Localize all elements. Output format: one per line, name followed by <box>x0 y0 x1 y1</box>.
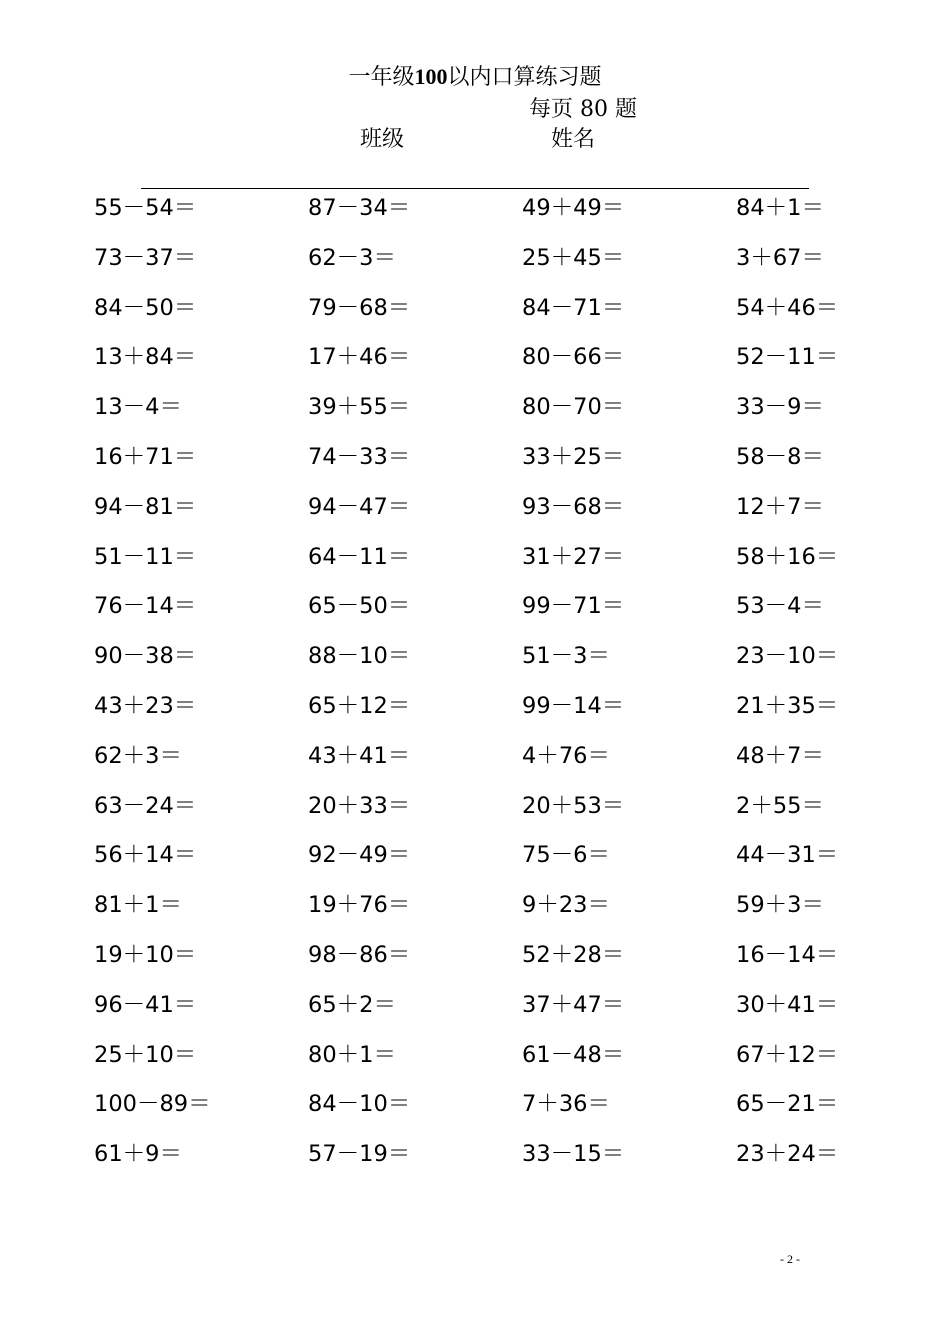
problem-item: 43＋23＝ <box>94 692 197 719</box>
problem-item: 4＋76＝ <box>522 742 610 769</box>
problem-item: 19＋10＝ <box>94 941 197 968</box>
problem-item: 80－66＝ <box>522 344 625 371</box>
problem-item: 64－11＝ <box>308 543 411 570</box>
problem-item: 33＋25＝ <box>522 443 625 470</box>
problem-item: 13－4＝ <box>94 394 182 421</box>
problem-item: 33－9＝ <box>736 394 824 421</box>
problem-item: 3＋67＝ <box>736 244 824 271</box>
page-number: - 2 - <box>780 1252 800 1266</box>
title-topic: 以内口算练习题 <box>447 65 602 90</box>
problem-item: 84－71＝ <box>522 294 625 321</box>
problem-item: 61－48＝ <box>522 1041 625 1068</box>
problem-item: 23＋24＝ <box>736 1141 839 1168</box>
problem-item: 16＋71＝ <box>94 443 197 470</box>
problem-item: 73－37＝ <box>94 244 197 271</box>
problem-item: 33－15＝ <box>522 1141 625 1168</box>
problem-item: 51－11＝ <box>94 543 197 570</box>
name-label: 姓名 <box>551 127 596 152</box>
problem-item: 21＋35＝ <box>736 692 839 719</box>
problem-item: 55－54＝ <box>94 195 197 221</box>
problem-item: 93－68＝ <box>522 493 625 520</box>
problem-item: 39＋55＝ <box>308 394 411 421</box>
problem-item: 20＋33＝ <box>308 792 411 819</box>
problem-item: 20＋53＝ <box>522 792 625 819</box>
problem-item: 84－50＝ <box>94 294 197 321</box>
problem-item: 63－24＝ <box>94 792 197 819</box>
problem-item: 87－34＝ <box>308 195 411 221</box>
problem-item: 56＋14＝ <box>94 842 197 869</box>
problem-item: 17＋46＝ <box>308 344 411 371</box>
problem-item: 84－10＝ <box>308 1091 411 1118</box>
problem-item: 51－3＝ <box>522 643 610 670</box>
problem-item: 44－31＝ <box>736 842 839 869</box>
problem-item: 92－49＝ <box>308 842 411 869</box>
problem-item: 19＋76＝ <box>308 892 411 919</box>
problem-item: 75－6＝ <box>522 842 610 869</box>
problem-item: 98－86＝ <box>308 941 411 968</box>
page-subtitle: 每页 80 题 <box>529 97 637 122</box>
problem-grid <box>94 192 854 1188</box>
problem-item: 65＋12＝ <box>308 692 411 719</box>
problem-item: 80－70＝ <box>522 394 625 421</box>
problem-item: 99－14＝ <box>522 692 625 719</box>
problem-item: 13＋84＝ <box>94 344 197 371</box>
problem-item: 79－68＝ <box>308 294 411 321</box>
problem-item: 30＋41＝ <box>736 991 839 1018</box>
class-label: 班级 <box>360 127 405 152</box>
problem-item: 94－47＝ <box>308 493 411 520</box>
problem-item: 57－19＝ <box>308 1141 411 1168</box>
problem-item: 65－21＝ <box>736 1091 839 1118</box>
problem-item: 65－50＝ <box>308 593 411 620</box>
problem-item: 96－41＝ <box>94 991 197 1018</box>
problem-item: 25＋45＝ <box>522 244 625 271</box>
problem-item: 48＋7＝ <box>736 742 824 769</box>
problem-item: 67＋12＝ <box>736 1041 839 1068</box>
problem-item: 99－71＝ <box>522 593 625 620</box>
problem-item: 49＋49＝ <box>522 195 625 221</box>
problem-item: 88－10＝ <box>308 643 411 670</box>
problem-item: 37＋47＝ <box>522 991 625 1018</box>
problem-item: 80＋1＝ <box>308 1041 396 1068</box>
problem-item: 81＋1＝ <box>94 892 182 919</box>
problem-item: 62＋3＝ <box>94 742 182 769</box>
problem-item: 31＋27＝ <box>522 543 625 570</box>
problem-item: 54＋46＝ <box>736 294 839 321</box>
problem-item: 100－89＝ <box>94 1091 211 1118</box>
problem-item: 58＋16＝ <box>736 543 839 570</box>
header-divider <box>141 188 809 189</box>
problem-item: 65＋2＝ <box>308 991 396 1018</box>
problem-item: 90－38＝ <box>94 643 197 670</box>
problem-item: 74－33＝ <box>308 443 411 470</box>
page-title <box>0 62 950 93</box>
problem-item: 43＋41＝ <box>308 742 411 769</box>
problem-item: 59＋3＝ <box>736 892 824 919</box>
problem-item: 9＋23＝ <box>522 892 610 919</box>
problem-item: 61＋9＝ <box>94 1141 182 1168</box>
title-grade: 一年级 <box>348 65 415 90</box>
problem-item: 58－8＝ <box>736 443 824 470</box>
problem-item: 84＋1＝ <box>736 195 824 221</box>
problem-item: 2＋55＝ <box>736 792 824 819</box>
problem-item: 94－81＝ <box>94 493 197 520</box>
problem-item: 25＋10＝ <box>94 1041 197 1068</box>
problem-item: 7＋36＝ <box>522 1091 610 1118</box>
problem-item: 53－4＝ <box>736 593 824 620</box>
problem-item: 62－3＝ <box>308 244 396 271</box>
problem-item: 52－11＝ <box>736 344 839 371</box>
problem-item: 76－14＝ <box>94 593 197 620</box>
problem-item: 23－10＝ <box>736 643 839 670</box>
title-number: 100 <box>414 64 448 89</box>
problem-item: 52＋28＝ <box>522 941 625 968</box>
problem-item: 16－14＝ <box>736 941 839 968</box>
problem-item: 12＋7＝ <box>736 493 824 520</box>
